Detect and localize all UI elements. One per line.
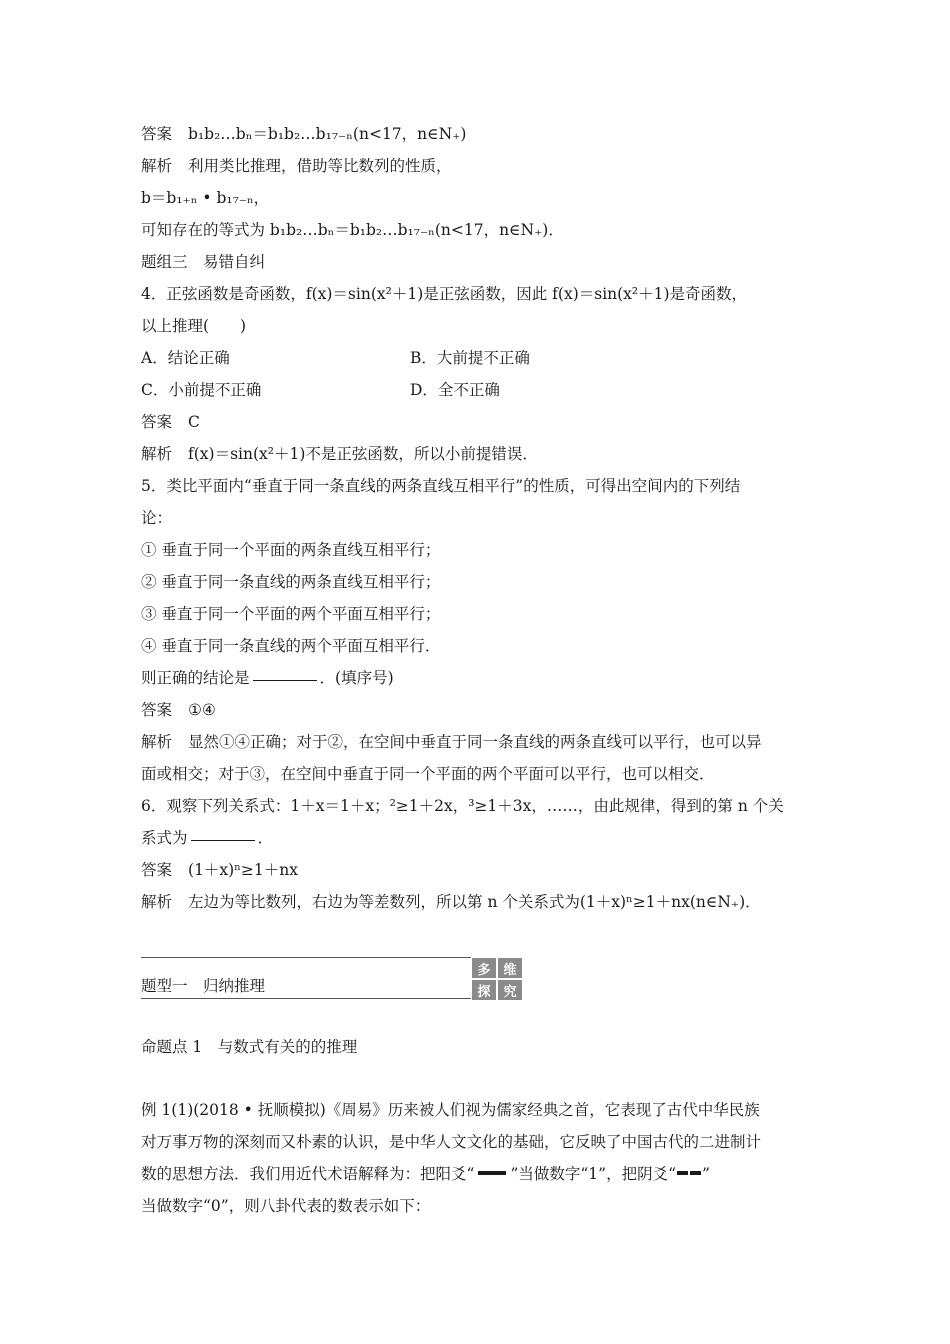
badge-char: 究 xyxy=(498,980,522,1000)
analysis-label: 解析 xyxy=(141,893,173,911)
yin-yao-icon xyxy=(690,1171,701,1175)
q4-stem-line1: 4．正弦函数是奇函数，f(x)＝sin(x²＋1)是正弦函数，因此 f(x)＝sin(x²＋1)是奇函数， xyxy=(141,285,748,303)
answer-text: ①④ xyxy=(188,701,216,719)
answer-text: b₁b₂…bₙ＝b₁b₂…b₁₇₋ₙ(n<17，n∈N₊) xyxy=(188,125,467,143)
prompt-after: ．(填序号) xyxy=(319,669,394,687)
q4-analysis xyxy=(141,444,538,464)
badge-char: 探 xyxy=(472,980,496,1000)
answer-text: (1＋x)ⁿ≥1＋nx xyxy=(188,861,298,879)
analysis-text: 利用类比推理，借助等比数列的性质， xyxy=(188,157,452,175)
q5-item4: ④ 垂直于同一条直线的两个平面互相平行． xyxy=(141,637,441,655)
q6-answer xyxy=(141,860,298,880)
q3-analysis-line2: b＝b₁₊ₙ • b₁₇₋ₙ， xyxy=(141,189,270,207)
badge-char: 维 xyxy=(498,958,522,978)
q6-stem-line1: 6．观察下列关系式：1＋x＝1＋x；²≥1＋2x，³≥1＋3x，……，由此规律，得到的第 n 个关 xyxy=(141,797,784,815)
answer-label: 答案 xyxy=(141,701,173,719)
example-line2: 对万事万物的深刻而又朴素的认识，是中华人文文化的基础，它反映了中国古代的二进制计 xyxy=(141,1133,762,1151)
answer-text: C xyxy=(188,413,200,431)
answer-label: 答案 xyxy=(141,125,173,143)
q4-options-row1 xyxy=(141,348,230,368)
badge-char: 多 xyxy=(472,958,496,978)
stem-after: ． xyxy=(257,829,274,847)
example-line4: 当做数字“0”，则八卦代表的数表示如下： xyxy=(141,1197,431,1215)
q5-item1: ① 垂直于同一个平面的两条直线互相平行； xyxy=(141,541,441,559)
answer-blank xyxy=(191,840,255,841)
example-text: ”当做数字“1”，把阴爻“ xyxy=(510,1165,676,1183)
option-d: D．全不正确 xyxy=(410,381,500,399)
q4-stem-line2: 以上推理( ) xyxy=(141,317,247,335)
q3-analysis xyxy=(141,156,452,176)
group-title: 题组三 易错自纠 xyxy=(141,253,266,271)
section-rule-bottom xyxy=(141,998,471,999)
q4-options-row2 xyxy=(141,380,261,400)
analysis-text: 左边为等比数列，右边为等差数列，所以第 n 个关系式为(1＋x)ⁿ≥1＋nx(n∈N₊)． xyxy=(188,893,761,911)
q5-stem-line1: 5．类比平面内“垂直于同一条直线的两条直线互相平行”的性质，可得出空间内的下列结 xyxy=(141,477,741,495)
example-text: 数的思想方法．我们用近代术语解释为：把阳爻“ xyxy=(141,1165,475,1183)
q5-analysis-line2: 面或相交；对于③，在空间中垂直于同一个平面的两个平面可以平行，也可以相交． xyxy=(141,765,715,783)
option-c: C．小前提不正确 xyxy=(141,381,262,399)
answer-label: 答案 xyxy=(141,413,173,431)
q3-answer xyxy=(141,124,466,144)
q5-analysis xyxy=(141,732,762,752)
q5-stem-line2: 论： xyxy=(141,509,173,527)
analysis-label: 解析 xyxy=(141,157,173,175)
answer-label: 答案 xyxy=(141,861,173,879)
q5-answer xyxy=(141,700,216,720)
section-rule-top xyxy=(141,957,471,958)
section-title: 题型一 归纳推理 xyxy=(141,977,266,995)
q6-analysis xyxy=(141,892,761,912)
example-line1: 例 1(1)(2018 • 抚顺模拟)《周易》历来被人们视为儒家经典之首，它表现了古代中华民族 xyxy=(141,1101,760,1119)
yang-yao-icon xyxy=(478,1171,506,1175)
section-badge xyxy=(472,958,522,1000)
option-a: A．结论正确 xyxy=(141,349,230,367)
topic-title: 命题点 1 与数式有关的的推理 xyxy=(141,1038,358,1056)
yin-yao-icon xyxy=(677,1171,688,1175)
analysis-text: 显然①④正确；对于②，在空间中垂直于同一条直线的两条直线可以平行，也可以异 xyxy=(188,733,762,751)
q5-item3: ③ 垂直于同一个平面的两个平面互相平行； xyxy=(141,605,441,623)
q3-analysis-line3: 可知存在的等式为 b₁b₂…bₙ＝b₁b₂…b₁₇₋ₙ(n<17，n∈N₊)． xyxy=(141,221,564,239)
analysis-label: 解析 xyxy=(141,733,173,751)
answer-blank xyxy=(253,680,317,681)
option-b: B．大前提不正确 xyxy=(410,349,530,367)
analysis-text: f(x)＝sin(x²＋1)不是正弦函数，所以小前提错误． xyxy=(188,445,538,463)
q4-answer xyxy=(141,412,200,432)
analysis-label: 解析 xyxy=(141,445,173,463)
q6-stem-line2 xyxy=(141,828,273,848)
q5-prompt xyxy=(141,668,394,688)
q5-item2: ② 垂直于同一条直线的两条直线互相平行； xyxy=(141,573,441,591)
example-text: ” xyxy=(702,1165,710,1183)
example-line3 xyxy=(141,1164,710,1184)
stem-before: 系式为 xyxy=(141,829,188,847)
prompt-before: 则正确的结论是 xyxy=(141,669,250,687)
